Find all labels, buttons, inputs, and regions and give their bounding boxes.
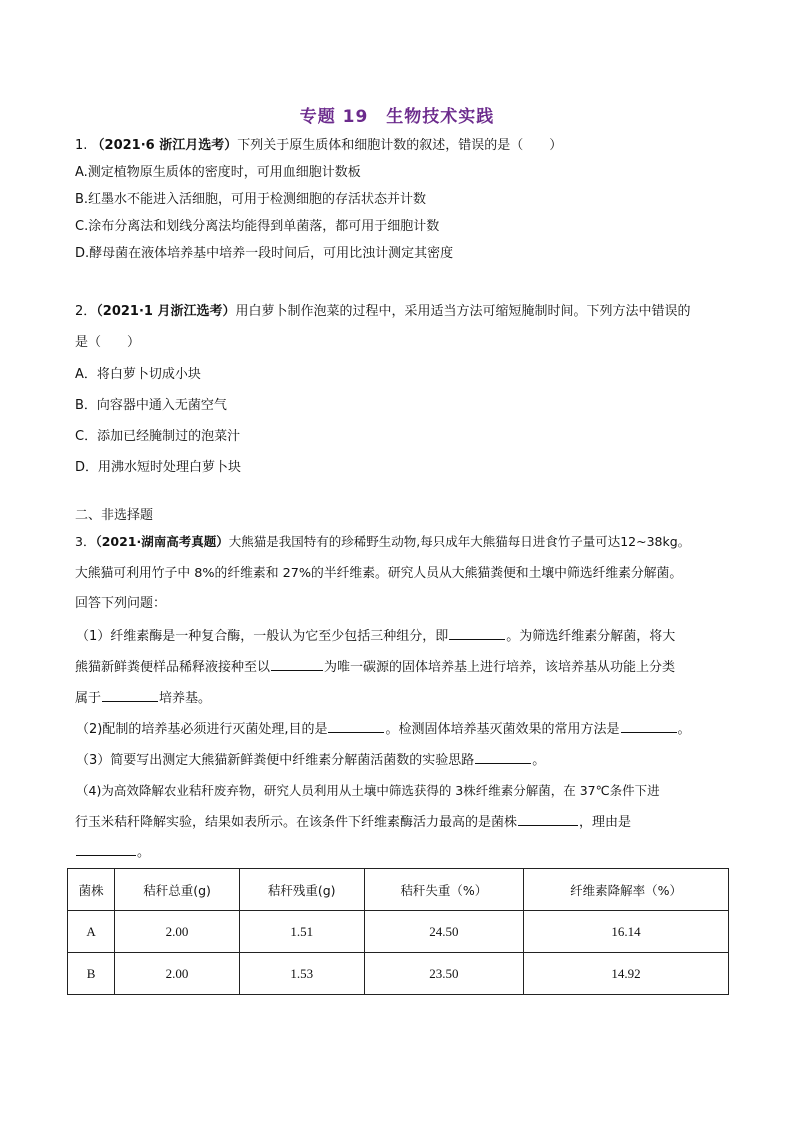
q3-intro-line3: 回答下列问题：: [75, 596, 167, 611]
q3-part4-text: 行玉米秸秆降解实验，结果如表所示。在该条件下纤维素酶活力最高的是菌株: [75, 815, 518, 830]
q3-part3-text: 。: [532, 753, 546, 768]
table-cell: B: [68, 953, 115, 995]
q1-stem-text: 下列关于原生质体和细胞计数的叙述，错误的是（ ）: [237, 138, 563, 153]
q3-part4-line3: [75, 843, 150, 862]
table-cell: A: [68, 911, 115, 953]
table-header-cell: 秸秆残重(g): [239, 869, 364, 911]
q3-part1-text: 培养基。: [159, 691, 212, 706]
table-row: [68, 953, 729, 995]
table-cell: 24.50: [364, 911, 524, 953]
table-header-cell: 菌株: [68, 869, 115, 911]
q2-source: （2021·1 月浙江选考）: [96, 304, 236, 319]
q3-intro-text: 大熊猫是我国特有的珍稀野生动物,每只成年大熊猫每日进食竹子量可达12~38kg。: [228, 534, 691, 549]
q3-part1-text: 。为筛选纤维素分解菌，将大: [506, 629, 676, 644]
q2-option-d: D．用沸水短时处理白萝卜块: [75, 460, 242, 475]
q1-option-b: B.红墨水不能进入活细胞，可用于检测细胞的存活状态并计数: [75, 192, 427, 207]
q3-part1-line1: [76, 627, 675, 646]
table-cell: 1.53: [239, 953, 364, 995]
table-cell: 23.50: [364, 953, 524, 995]
q3-part1-text: （1）纤维素酶是一种复合酶，一般认为它至少包括三种组分，即: [76, 629, 449, 644]
q3-part4-text: 。: [137, 845, 151, 860]
table-cell: 2.00: [115, 911, 240, 953]
section-heading: 二、非选择题: [75, 508, 154, 523]
q3-part2-text: 。: [677, 722, 691, 737]
table-header-cell: 纤维素降解率（%）: [524, 869, 729, 911]
answer-blank[interactable]: [475, 751, 531, 764]
q3-part1-text: 熊猫新鲜粪便样品稀释液接种至以: [75, 660, 271, 675]
q1-stem: [75, 137, 562, 155]
q2-option-b: B．向容器中通入无菌空气: [75, 398, 227, 413]
q3-part2-text: （2)配制的培养基必须进行灭菌处理,目的是: [76, 722, 328, 737]
q3-part3: [76, 751, 545, 770]
table-header-cell: 秸秆失重（%）: [364, 869, 524, 911]
q3-part1-line2: [75, 658, 675, 677]
page-title: 专题 19 生物技术实践: [299, 107, 495, 127]
q1-source: （2021·6 浙江月选考）: [91, 138, 238, 153]
table-header-row: [68, 869, 729, 911]
q2-number: 2．: [75, 304, 97, 319]
q3-part4-line2: [75, 813, 631, 832]
q3-part1-line3: [75, 689, 211, 708]
table-cell: 14.92: [524, 953, 729, 995]
q1-option-c: C.涂布分离法和划线分离法均能得到单菌落，都可用于细胞计数: [75, 219, 440, 234]
q1-number: 1.: [75, 138, 88, 153]
table-header-cell: 秸秆总重(g): [115, 869, 240, 911]
q2-stem-line2: 是（ ）: [75, 335, 141, 350]
answer-blank[interactable]: [76, 843, 136, 856]
q3-part4-line1: （4)为高效降解农业秸秆废弃物，研究人员利用从土壤中筛选获得的 3株纤维素分解菌，在 37℃条件下进: [76, 783, 660, 798]
q3-intro-line2: 大熊猫可利用竹子中 8%的纤维素和 27%的半纤维素。研究人员从大熊猫粪便和土壤中筛选纤维素分解菌。: [75, 566, 683, 581]
q2-stem: [75, 303, 691, 321]
q3-source: （2021·湖南高考真题）: [95, 534, 229, 549]
q2-stem-text: 用白萝卜制作泡菜的过程中，采用适当方法可缩短腌制时间。下列方法中错误的: [235, 304, 691, 319]
q3-intro: [75, 533, 690, 551]
q3-part2-text: 。检测固体培养基灭菌效果的常用方法是: [385, 722, 620, 737]
q3-part4-text: ，理由是: [579, 815, 632, 830]
table-cell: 1.51: [239, 911, 364, 953]
answer-blank[interactable]: [449, 627, 505, 640]
q1-option-d: D.酵母菌在液体培养基中培养一段时间后，可用比浊计测定其密度: [75, 246, 454, 261]
table-cell: 2.00: [115, 953, 240, 995]
answer-blank[interactable]: [271, 658, 323, 671]
q3-part2: [76, 720, 691, 739]
q2-option-c: C．添加已经腌制过的泡菜汁: [75, 429, 241, 444]
q1-option-a: A.测定植物原生质体的密度时，可用血细胞计数板: [75, 165, 361, 180]
table-row: [68, 911, 729, 953]
answer-blank[interactable]: [328, 720, 384, 733]
q2-option-a: A．将白萝卜切成小块: [75, 367, 201, 382]
q3-part1-text: 属于: [75, 691, 102, 706]
answer-blank[interactable]: [518, 813, 578, 826]
table-cell: 16.14: [524, 911, 729, 953]
results-table: [67, 868, 729, 995]
q3-part3-text: （3）简要写出测定大熊猫新鲜粪便中纤维素分解菌活菌数的实验思路: [76, 753, 475, 768]
q3-number: 3．: [75, 534, 96, 549]
answer-blank[interactable]: [102, 689, 158, 702]
answer-blank[interactable]: [621, 720, 677, 733]
q3-part1-text: 为唯一碳源的固体培养基上进行培养，该培养基从功能上分类: [324, 660, 676, 675]
